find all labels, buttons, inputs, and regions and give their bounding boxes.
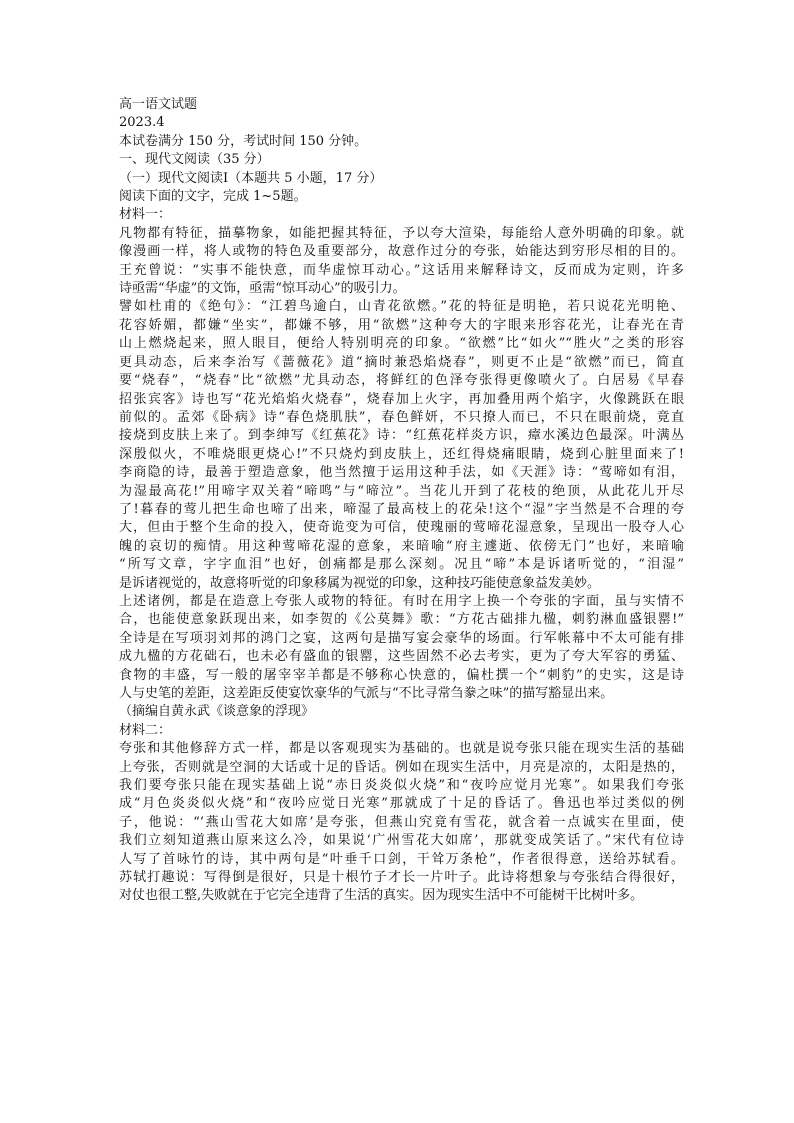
section-heading: 一、现代文阅读（35 分） <box>119 152 270 168</box>
material2-body <box>119 740 684 906</box>
text-line: 合，也能使意象跃现出来，如李贺的《公莫舞》歌：“方花古础排九楹，刺豹淋血盛银罂!” <box>119 612 684 628</box>
text-line: 花容娇媚，都嫌“坐实”，都嫌不够，用“欲燃”这种夸大的字眼来形容花光，让春光在青 <box>119 317 684 333</box>
text-line: 王充曾说：“实事不能快意，而华虚惊耳动心。”这话用来解释诗文，反而成为定则，许多 <box>119 262 684 278</box>
exam-note: 本试卷满分 150 分，考试时间 150 分钟。 <box>119 133 368 149</box>
text-line: 上述诸例，都是在造意上夸张人或物的特征。有时在用字上换一个夸张的字面，虽与实情不 <box>119 593 684 609</box>
text-line: “所写文章，字字血泪”也好，创痛都是那么深刻。况且“啼”本是诉诸听觉的，“泪湿” <box>119 557 684 573</box>
text-line: 凡物都有特征，描摹物象，如能把握其特征，予以夸大渲染，每能给人意外明确的印象。就 <box>119 225 684 241</box>
text-line: 苏轼打趣说：写得倒是很好，只是十根竹子才长一片叶子。此诗将想象与夸张结合得很好， <box>119 870 684 886</box>
exam-title: 高一语文试题 <box>119 97 198 112</box>
text-line: 我们要夸张只能在现实基础上说“赤日炎炎似火烧”和“夜吟应觉月光寒”。如果我们夸张 <box>119 778 684 794</box>
text-line: 李商隐的诗，最善于塑造意象，他当然擅于运用这种手法，如《天涯》诗：“莺啼如有泪， <box>119 465 684 481</box>
text-line: 我们立刻知道燕山原来这么冷，如果说‘广州雪花大如席’，那就变成笑话了。”宋代有位诗 <box>119 833 684 849</box>
text-line: 前似的。孟郊《卧病》诗“春色烧肌肤”，春色鲜妍，不只撩人而已，不只在眼前烧，竟直 <box>119 409 684 425</box>
text-line: 是诉诸视觉的，故意将听觉的印象移属为视觉的印象，这种技巧能使意象益发美妙。 <box>119 575 601 591</box>
text-line: 对仗也很工整,失败就在于它完全违背了生活的真实。因为现实生活中不可能树干比树叶多。 <box>119 888 644 904</box>
text-line: 成九楹的方花础石，也未必有盛血的银罂，这些固然不必去考实，更为了夸大军容的勇猛、 <box>119 649 684 665</box>
source-citation: （摘编自黄永武《谈意象的浮现》 <box>119 704 315 720</box>
text-line: 要“烧春”，“烧春”比“欲燃”尤具动态，将鲜红的色泽夸张得更像喷火了。白居易《早春 <box>119 373 684 389</box>
text-line: 更具动态，后来李治写《蔷薇花》道“摘时兼恐焰烧春”，则更不止是“欲燃”而已，简直 <box>119 354 684 370</box>
text-line: 全诗是在写项羽刘邦的鸿门之宴，这两句是描写宴会豪华的场面。行军帐幕中不太可能有排 <box>119 630 684 646</box>
material1-body <box>119 225 684 722</box>
text-line: 招张宾客》诗也写“花光焰焰火烧春”，烧春加上火字，再加叠用两个焰字，火像跳跃在眼 <box>119 391 684 407</box>
text-line: 深殷似火，不唯烧眼更烧心!”不只烧灼到皮肤上，还红得烧痛眼睛，烧到心脏里面来了! <box>119 446 684 462</box>
text-line: 接烧到皮肤上来了。到李绅写《红蕉花》诗：“红蕉花样炎方识，瘴水溪边色最深。叶满丛 <box>119 428 684 444</box>
text-line: 子，他说：“‘燕山雪花大如席’是夸张，但燕山究竟有雪花，就含着一点诚实在里面，使 <box>119 814 684 830</box>
text-line: 夸张和其他修辞方式一样，都是以客观现实为基础的。也就是说夸张只能在现实生活的基础 <box>119 741 684 757</box>
reading-instruction: 阅读下面的文字，完成 1~5题。 <box>119 189 307 205</box>
section-subheading: （一）现代文阅读Ⅰ（本题共 5 小题，17 分） <box>119 170 383 186</box>
text-line: 食物的丰盛，写一般的屠宰宰羊都是不够称心快意的，偏杜撰一个“刺豹”的史实，这是诗 <box>119 667 684 683</box>
text-line: 为湿最高花!”用啼字双关着“啼鸣”与“啼泣”。当花儿开到了花枝的绝顶，从此花儿开尽 <box>119 483 684 499</box>
text-line: 了!暮春的莺儿把生命也啼了出来，啼湿了最高枝上的花朵!这个“湿”字当然是不合理的夸 <box>119 501 684 517</box>
text-line: 譬如杜甫的《绝句》：“江碧鸟逾白，山青花欲燃。”花的特征是明艳，若只说花光明艳、 <box>119 299 684 315</box>
text-line: 上夸张，否则就是空洞的大话或十足的昏话。例如在现实生活中，月亮是凉的，太阳是热的， <box>119 759 684 775</box>
text-line: 大，但由于整个生命的投入，使奇诡变为可信，使瑰丽的莺啼花湿意象，呈现出一股夺人心 <box>119 520 684 536</box>
text-line: 像漫画一样，将人或物的特色及重要部分，故意作过分的夸张，始能达到穷形尽相的目的。 <box>119 244 684 260</box>
material2-label: 材料二： <box>119 722 172 738</box>
text-line: 人与史笔的差距，这差距反使宴饮豪华的气派与“不比寻常刍豢之味”的描写豁显出来。 <box>119 686 614 701</box>
text-line: 山上燃烧起来，照人眼目，便给人特别明亮的印象。“欲燃”比“如火”“胜火”之类的形容 <box>119 336 684 352</box>
text-line: 人写了首咏竹的诗，其中两句是“叶垂千口剑，干耸万条枪”，作者很得意，送给苏轼看。 <box>119 851 684 867</box>
text-line: 成“月色炎炎似火烧”和“夜吟应觉日光寒”那就成了十足的昏话了。鲁迅也举过类似的例 <box>119 796 684 812</box>
material1-label: 材料一： <box>119 207 172 223</box>
text-line: 诗亟需“华虚”的文饰，亟需“惊耳动心”的吸引力。 <box>119 281 406 297</box>
text-line: 魄的哀切的痴情。用这种莺啼花湿的意象，来暗喻“府主遽逝、依傍无门”也好，来暗喻 <box>119 538 684 554</box>
exam-date: 2023.4 <box>119 115 165 131</box>
